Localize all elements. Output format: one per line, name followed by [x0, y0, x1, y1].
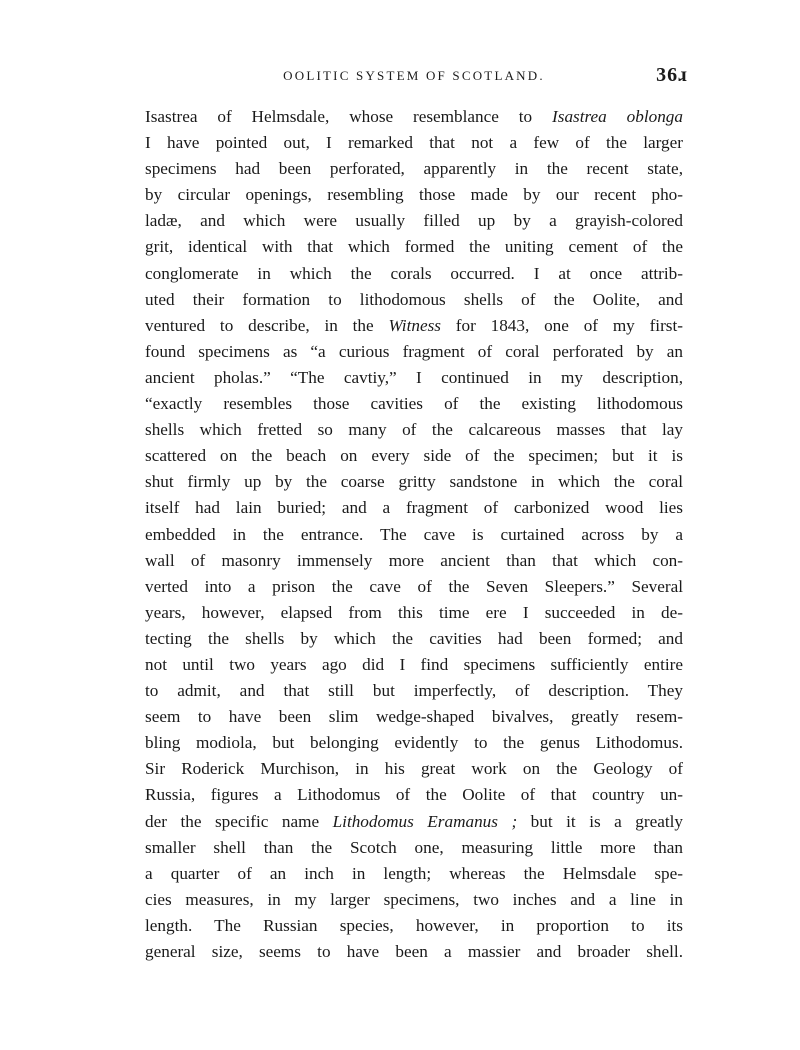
text-line [145, 313, 683, 339]
text-line [145, 809, 683, 835]
text-line [145, 913, 683, 939]
body-text [145, 104, 683, 965]
text-line [145, 887, 683, 913]
text-line [145, 678, 683, 704]
text-segment: I have pointed out, I remarked that not a few of the larger [145, 133, 683, 153]
text-line [145, 130, 683, 156]
text-line [145, 417, 683, 443]
text-line [145, 652, 683, 678]
text-line [145, 365, 683, 391]
text-line [145, 339, 683, 365]
text-segment: conglomerate in which the corals occurred. I at once attrib- [145, 263, 683, 283]
text-segment: uted their formation to lithodomous shells of the Oolite, and [145, 289, 683, 309]
page-number: 36ɹ [656, 64, 688, 86]
text-segment: “exactly resembles those cavities of the existing lithodomous [145, 394, 683, 414]
text-line [145, 287, 683, 313]
text-line [145, 704, 683, 730]
text-segment: ladæ, and which were usually filled up by a grayish-colored [145, 211, 683, 231]
text-segment: a quarter of an inch in length; whereas the Helmsdale spe- [145, 863, 683, 883]
text-line [145, 469, 683, 495]
text-segment: length. The Russian species, however, in proportion to its [145, 915, 683, 935]
text-line [145, 182, 683, 208]
text-segment: seem to have been slim wedge-shaped bivalves, greatly resem- [145, 707, 683, 727]
italic-term: Witness [388, 315, 441, 335]
text-line [145, 104, 683, 130]
running-title: OOLITIC SYSTEM OF SCOTLAND. [283, 68, 545, 83]
text-segment: Sir Roderick Murchison, in his great work on the Geology of [145, 759, 683, 779]
italic-term: Lithodomus Eramanus ; [332, 811, 518, 831]
text-segment: verted into a prison the cave of the Seven Sleepers.” Several [145, 576, 683, 596]
text-line [145, 835, 683, 861]
text-line [145, 261, 683, 287]
text-segment: ventured to describe, in the [145, 315, 389, 335]
text-segment: Isaѕtrea of Helmsdale, whose resemblance to [145, 107, 553, 126]
text-segment: for 1843, one of my first- [440, 315, 683, 335]
text-segment: bling modiola, but belonging evidently to the genus Lithodomus. [145, 733, 683, 753]
text-segment: general size, seems to have been a massier and broader shell. [145, 942, 683, 961]
text-line [145, 861, 683, 887]
text-line [145, 600, 683, 626]
text-segment: itself had lain buried; and a fragment of carbonized wood lies [145, 498, 683, 518]
text-segment: der the specific name [145, 811, 333, 831]
text-segment: ancient pholas.” “The cavtiy,” I continued in my description, [145, 367, 683, 387]
text-line [145, 574, 683, 600]
text-segment: but it is a greatly [517, 811, 684, 831]
text-segment: smaller shell than the Scotch one, measuring little more than [145, 837, 683, 857]
text-segment: specimens had been perforated, apparently in the recent state, [145, 159, 683, 179]
text-segment: shells which fretted so many of the calcareous masses that lay [145, 420, 683, 440]
running-header [140, 64, 688, 92]
text-line [145, 756, 683, 782]
text-segment: to admit, and that still but imperfectly, of description. They [145, 681, 683, 701]
text-line [145, 730, 683, 756]
text-segment: cies measures, in my larger specimens, two inches and a line in [145, 889, 683, 909]
text-line [145, 939, 683, 965]
text-line [145, 391, 683, 417]
text-segment: not until two years ago did I find specimens sufficiently entire [145, 654, 683, 674]
text-line [145, 234, 683, 260]
text-segment: found specimens as “a curious fragment of coral perforated by an [145, 341, 683, 361]
text-segment: years, however, elapsed from this time ere I succeeded in de- [145, 602, 683, 622]
text-line [145, 782, 683, 808]
text-line [145, 156, 683, 182]
text-segment: tecting the shells by which the cavities had been formed; and [145, 628, 683, 648]
text-line [145, 208, 683, 234]
text-line [145, 495, 683, 521]
text-segment: scattered on the beach on every side of the specimen; but it is [145, 446, 683, 466]
text-line [145, 548, 683, 574]
text-segment: embedded in the entrance. The cave is curtained across by a [145, 524, 683, 544]
text-segment: Russia, figures a Lithodomus of the Oolite of that country un- [145, 785, 683, 805]
text-segment: wall of masonry immensely more ancient than that which con- [145, 550, 683, 570]
text-segment: shut firmly up by the coarse gritty sandstone in which the coral [145, 472, 683, 492]
text-line [145, 626, 683, 652]
text-line [145, 522, 683, 548]
text-line [145, 443, 683, 469]
text-segment: by circular openings, resembling those made by our recent pho- [145, 185, 683, 205]
italic-term: Isastrea oblonga [552, 107, 683, 126]
text-segment: grit, identical with that which formed the uniting cement of the [145, 237, 683, 257]
